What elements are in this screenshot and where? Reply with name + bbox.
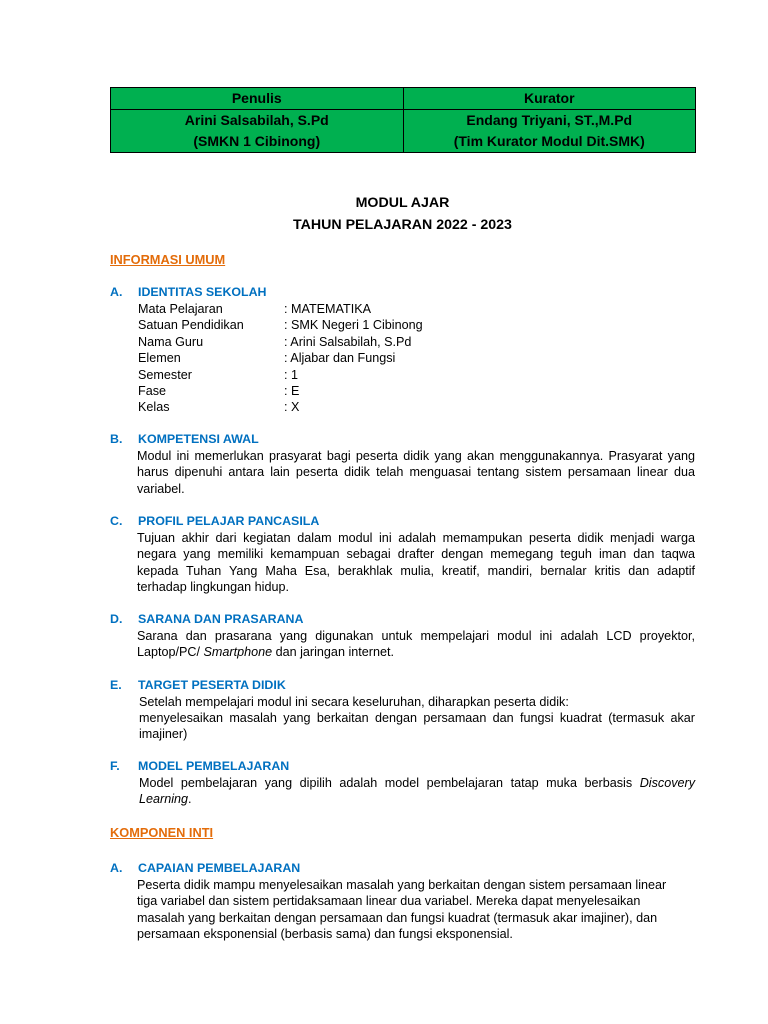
- subsection-title-target: TARGET PESERTA DIDIK: [138, 678, 286, 692]
- writer-cell: [111, 110, 404, 153]
- sarana-text: Sarana dan prasarana yang digunakan untuk mempelajari modul ini adalah LCD proyektor, Laptop/PC/: [137, 629, 695, 660]
- capaian-paragraph: [137, 877, 695, 943]
- target-intro: Setelah mempelajari modul ini secara keseluruhan, diharapkan peserta didik:: [139, 695, 569, 709]
- subsection-letter-a-capaian: A.: [110, 861, 123, 875]
- subsection-letter-f: F.: [110, 759, 120, 773]
- model-paragraph: [139, 775, 695, 808]
- subsection-title-identitas-sekolah: IDENTITAS SEKOLAH: [138, 285, 267, 299]
- author-curator-table: [110, 87, 696, 153]
- identity-value: : Aljabar dan Fungsi: [284, 351, 396, 365]
- subsection-title-profil-pelajar: PROFIL PELAJAR PANCASILA: [138, 514, 320, 528]
- capaian-line: tiga variabel dan sistem pertidaksamaan linear dua variabel. Mereka dapat menyelesaikan: [137, 894, 641, 909]
- model-italic-text: Discovery Learning: [139, 776, 695, 807]
- kompetensi-paragraph: Modul ini memerlukan prasyarat bagi peserta didik yang akan menggunakannya. Prasyarat yang harus dipenuhi antara lain peserta didik telah menguasai tentang sistem persamaan linear dua variabel.: [137, 449, 695, 496]
- target-paragraph: menyelesaikan masalah yang berkaitan dengan persamaan dan fungsi kuadrat (termasuk akar imajiner): [139, 711, 695, 742]
- writer-header: Penulis: [111, 88, 404, 110]
- identity-label: Nama Guru: [138, 335, 204, 349]
- identity-label: Elemen: [138, 351, 181, 365]
- identity-value: : MATEMATIKA: [284, 302, 371, 316]
- identity-value: : 1: [284, 368, 299, 382]
- identity-value: : E: [284, 384, 300, 398]
- identity-value: : SMK Negeri 1 Cibinong: [284, 318, 423, 332]
- curator-cell: [403, 110, 696, 153]
- sarana-italic-text: Smartphone: [203, 645, 273, 660]
- subsection-letter-d: D.: [110, 612, 123, 626]
- document-subtitle: TAHUN PELAJARAN 2022 - 2023: [293, 217, 512, 233]
- writer-name: Arini Salsabilah, S.Pd: [184, 112, 329, 128]
- subsection-letter-a: A.: [110, 285, 123, 299]
- curator-header: Kurator: [403, 88, 696, 110]
- identity-label: Satuan Pendidikan: [138, 318, 244, 332]
- sarana-text-end: dan jaringan internet.: [272, 645, 394, 660]
- subsection-title-model: MODEL PEMBELAJARAN: [138, 759, 290, 773]
- subsection-letter-e: E.: [110, 678, 122, 692]
- subsection-letter-c: C.: [110, 514, 123, 528]
- capaian-line: masalah yang berkaitan dengan persamaan dan fungsi kuadrat (termasuk akar imajiner), dan: [137, 910, 658, 925]
- subsection-letter-b: B.: [110, 432, 123, 446]
- writer-school: (SMKN 1 Cibinong): [193, 133, 321, 149]
- capaian-line: persamaan eksponensial (berbasis sama) dan fungsi eksponensial.: [137, 927, 513, 942]
- section-heading-informasi-umum: INFORMASI UMUM: [110, 252, 226, 267]
- curator-name: Endang Triyani, ST.,M.Pd: [466, 112, 633, 128]
- identity-label: Semester: [138, 368, 192, 382]
- identity-label: Mata Pelajaran: [138, 302, 223, 316]
- identity-label: Kelas: [138, 400, 170, 414]
- subsection-title-sarana: SARANA DAN PRASARANA: [138, 612, 304, 626]
- curator-team: (Tim Kurator Modul Dit.SMK): [453, 133, 645, 149]
- capaian-line: Peserta didik mampu menyelesaikan masalah yang berkaitan dengan sistem persamaan linear: [137, 878, 667, 892]
- identity-label: Fase: [138, 384, 166, 398]
- document-title: MODUL AJAR: [355, 195, 450, 211]
- identity-value: : Arini Salsabilah, S.Pd: [284, 335, 412, 349]
- sarana-paragraph: [137, 628, 695, 661]
- identity-value: : X: [284, 400, 300, 414]
- model-text: Model pembelajaran yang dipilih adalah model pembelajaran tatap muka berbasis: [139, 776, 640, 790]
- profil-paragraph: Tujuan akhir dari kegiatan dalam modul ini adalah memampukan peserta didik menjadi warga negara yang memiliki kemampuan sebagai drafter dengan memegang teguh iman dan taqwa kepada Tuhan Yang Maha Esa, berakhlak mulia, kreatif, mandiri, bernalar kritis dan adaptif terhadap lingkungan hidup.: [137, 531, 695, 595]
- subsection-title-kompetensi-awal: KOMPETENSI AWAL: [138, 432, 259, 446]
- section-heading-komponen-inti: KOMPONEN INTI: [110, 825, 214, 840]
- subsection-title-capaian: CAPAIAN PEMBELAJARAN: [138, 861, 301, 875]
- model-text-end: .: [188, 792, 192, 807]
